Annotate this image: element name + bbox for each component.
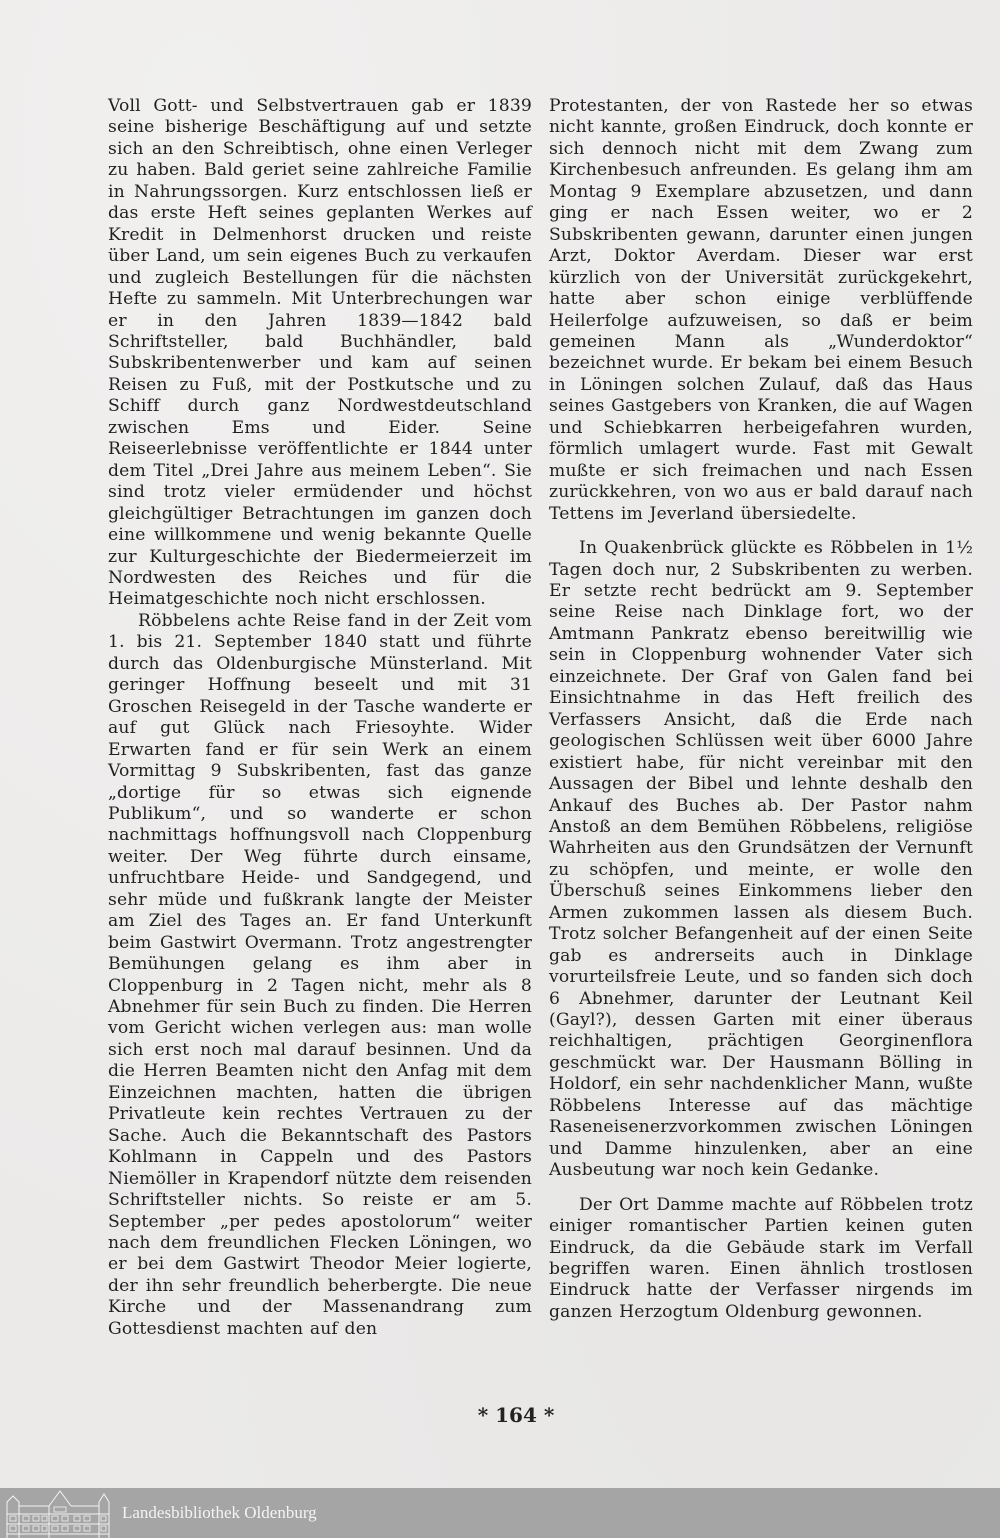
library-building-icon [4,1488,112,1538]
paragraph: Der Ort Damme machte auf Röbbelen trotz einiger romantischer Partien keinen guten Eindruck, da die Gebäude stark im Verfall begriffen waren. Einen ähnlich trostlosen Eindruck hatte der Verfasser nirgends im ganzen Herzogtum Oldenburg gewonnen. [549,1194,973,1322]
page-number: * 164 * [477,1403,555,1427]
paragraph: Röbbelens achte Reise fand in der Zeit vom 1. bis 21. September 1840 statt und führte durch das Oldenburgische Münsterland. Mit geringer Hoffnung beseelt und mit 31 Groschen Reisegeld in der Tasche wanderte er auf gut Glück nach Friesoyhte. Wider Erwarten fand er für sein Werk an einem Vormittag 9 Subskribenten, fast das ganze „dortige für so etwas sich eignende Publikum“, und so wanderte er schon nachmittags hoffnungsvoll nach Cloppenburg weiter. Der Weg führte durch einsame, unfruchtbare Heide- und Sandgegend, und sehr müde und fußkrank langte der Meister am Ziel des Tages an. Er fand Unterkunft beim Gastwirt Overmann. Trotz angestrengter Bemühungen gelang es ihm aber in Cloppenburg in 2 Tagen nicht, mehr als 8 Abnehmer für sein Buch zu finden. Die Herren vom Gericht wichen verlegen aus: man wolle sich erst noch mal darauf besinnen. Und da die Herren Beamten nicht den Anfag mit dem Einzeichnen machten, hatten die übrigen Privatleute kein rechtes Vertrauen zu der Sache. Auch die Bekanntschaft des Pastors Kohlmann in Cappeln und des Pastors Niemöller in Krapendorf nützte dem reisenden Schriftsteller nichts. So reiste er am 5. September „per pedes apostolorum“ weiter nach dem freundlichen Flecken Löningen, wo er bei dem Gastwirt Theodor Meier logierte, der ihn sehr freundlich beherbergte. Die neue Kirche und der Massenandrang zum Gottesdienst machten auf den [108,610,532,1339]
left-column [108,96,532,1340]
footer-banner [0,1488,1000,1538]
paragraph: In Quakenbrück glückte es Röbbelen in 1½ Tagen doch nur, 2 Subskribenten zu werben. Er setzte recht bedrückt am 9. September seine Reise nach Dinklage fort, wo der Amtmann Pankratz ebenso bereitwillig wie sein in Cloppenburg wohnender Vater sich einzeichnete. Der Graf von Galen fand bei Einsichtnahme in das Heft freilich des Verfassers Ansicht, daß die Erde nach geologischen Schlüssen weit über 6000 Jahre existiert habe, für nicht vereinbar mit den Aussagen der Bibel und lehnte deshalb den Ankauf des Buches ab. Der Pastor nahm Anstoß an dem Bemühen Röbbelens, religiöse Wahrheiten aus den Grundsätzen der Vernunft zu schöpfen, und meinte, er wolle den Überschuß seines Einkommens lieber den Armen zukommen lassen als diesem Buch. Trotz solcher Befangenheit auf der einen Seite gab es andrerseits auch in Dinklage vorurteilsfreie Leute, und so fanden sich doch 6 Abnehmer, darunter der Leutnant Keil (Gayl?), dessen Garten mit einer überaus reichhaltigen, prächtigen Georginenflora geschmückt war. Der Hausmann Bölling in Holdorf, ein sehr nachdenklicher Mann, wußte Röbbelens Interesse auf das mächtige Raseneisenerzvorkommen zwischen Löningen und Damme hinzulenken, aber an eine Ausbeutung war noch kein Gedanke. [549,538,973,1181]
right-column [549,96,973,1323]
library-name: Landesbibliothek Oldenburg [122,1503,317,1522]
paragraph: Protestanten, der von Rastede her so etwas nicht kannte, großen Eindruck, doch konnte er sich dennoch nicht mit dem Zwang zum Kirchenbesuch anfreunden. Es gelang ihm am Montag 9 Exemplare abzusetzen, und dann ging er nach Essen weiter, wo er 2 Subskribenten gewann, darunter einen jungen Arzt, Doktor Averdam. Dieser war erst kürzlich von der Universität zurückgekehrt, hatte aber schon einige verblüffende Heilerfolge aufzuweisen, so daß er beim gemeinen Mann als „Wunderdoktor“ bezeichnet wurde. Er bekam bei einem Besuch in Löningen solchen Zulauf, daß das Haus seines Gastgebers von Kranken, die auf Wagen und Schiebkarren herbeigefahren wurden, förmlich umlagert wurde. Fast mit Gewalt mußte er sich freimachen und nach Essen zurückkehren, von wo aus er bald darauf nach Tettens im Jeverland übersiedelte. [549,96,973,524]
paragraph: Voll Gott- und Selbstvertrauen gab er 1839 seine bisherige Beschäftigung auf und setzte sich an den Schreibtisch, ohne einen Verleger zu haben. Bald geriet seine zahlreiche Familie in Nahrungssorgen. Kurz entschlossen ließ er das erste Heft seines geplanten Werkes auf Kredit in Delmenhorst drucken und reiste über Land, um sein eigenes Buch zu verkaufen und zugleich Bestellungen für die nächsten Hefte zu sammeln. Mit Unterbrechungen war er in den Jahren 1839—1842 bald Schriftsteller, bald Buchhändler, bald Subskribentenwerber und kam auf seinen Reisen zu Fuß, mit der Postkutsche und zu Schiff durch ganz Nordwestdeutschland zwischen Ems und Eider. Seine Reiseerlebnisse veröffentlichte er 1844 unter dem Titel „Drei Jahre aus meinem Leben“. Sie sind trotz vieler ermüdender und höchst gleichgültiger Betrachtungen im ganzen doch eine willkommene und wenig bekannte Quelle zur Kulturgeschichte der Biedermeierzeit im Nordwesten des Reiches und für die Heimatgeschichte noch nicht erschlossen. [108,96,532,610]
